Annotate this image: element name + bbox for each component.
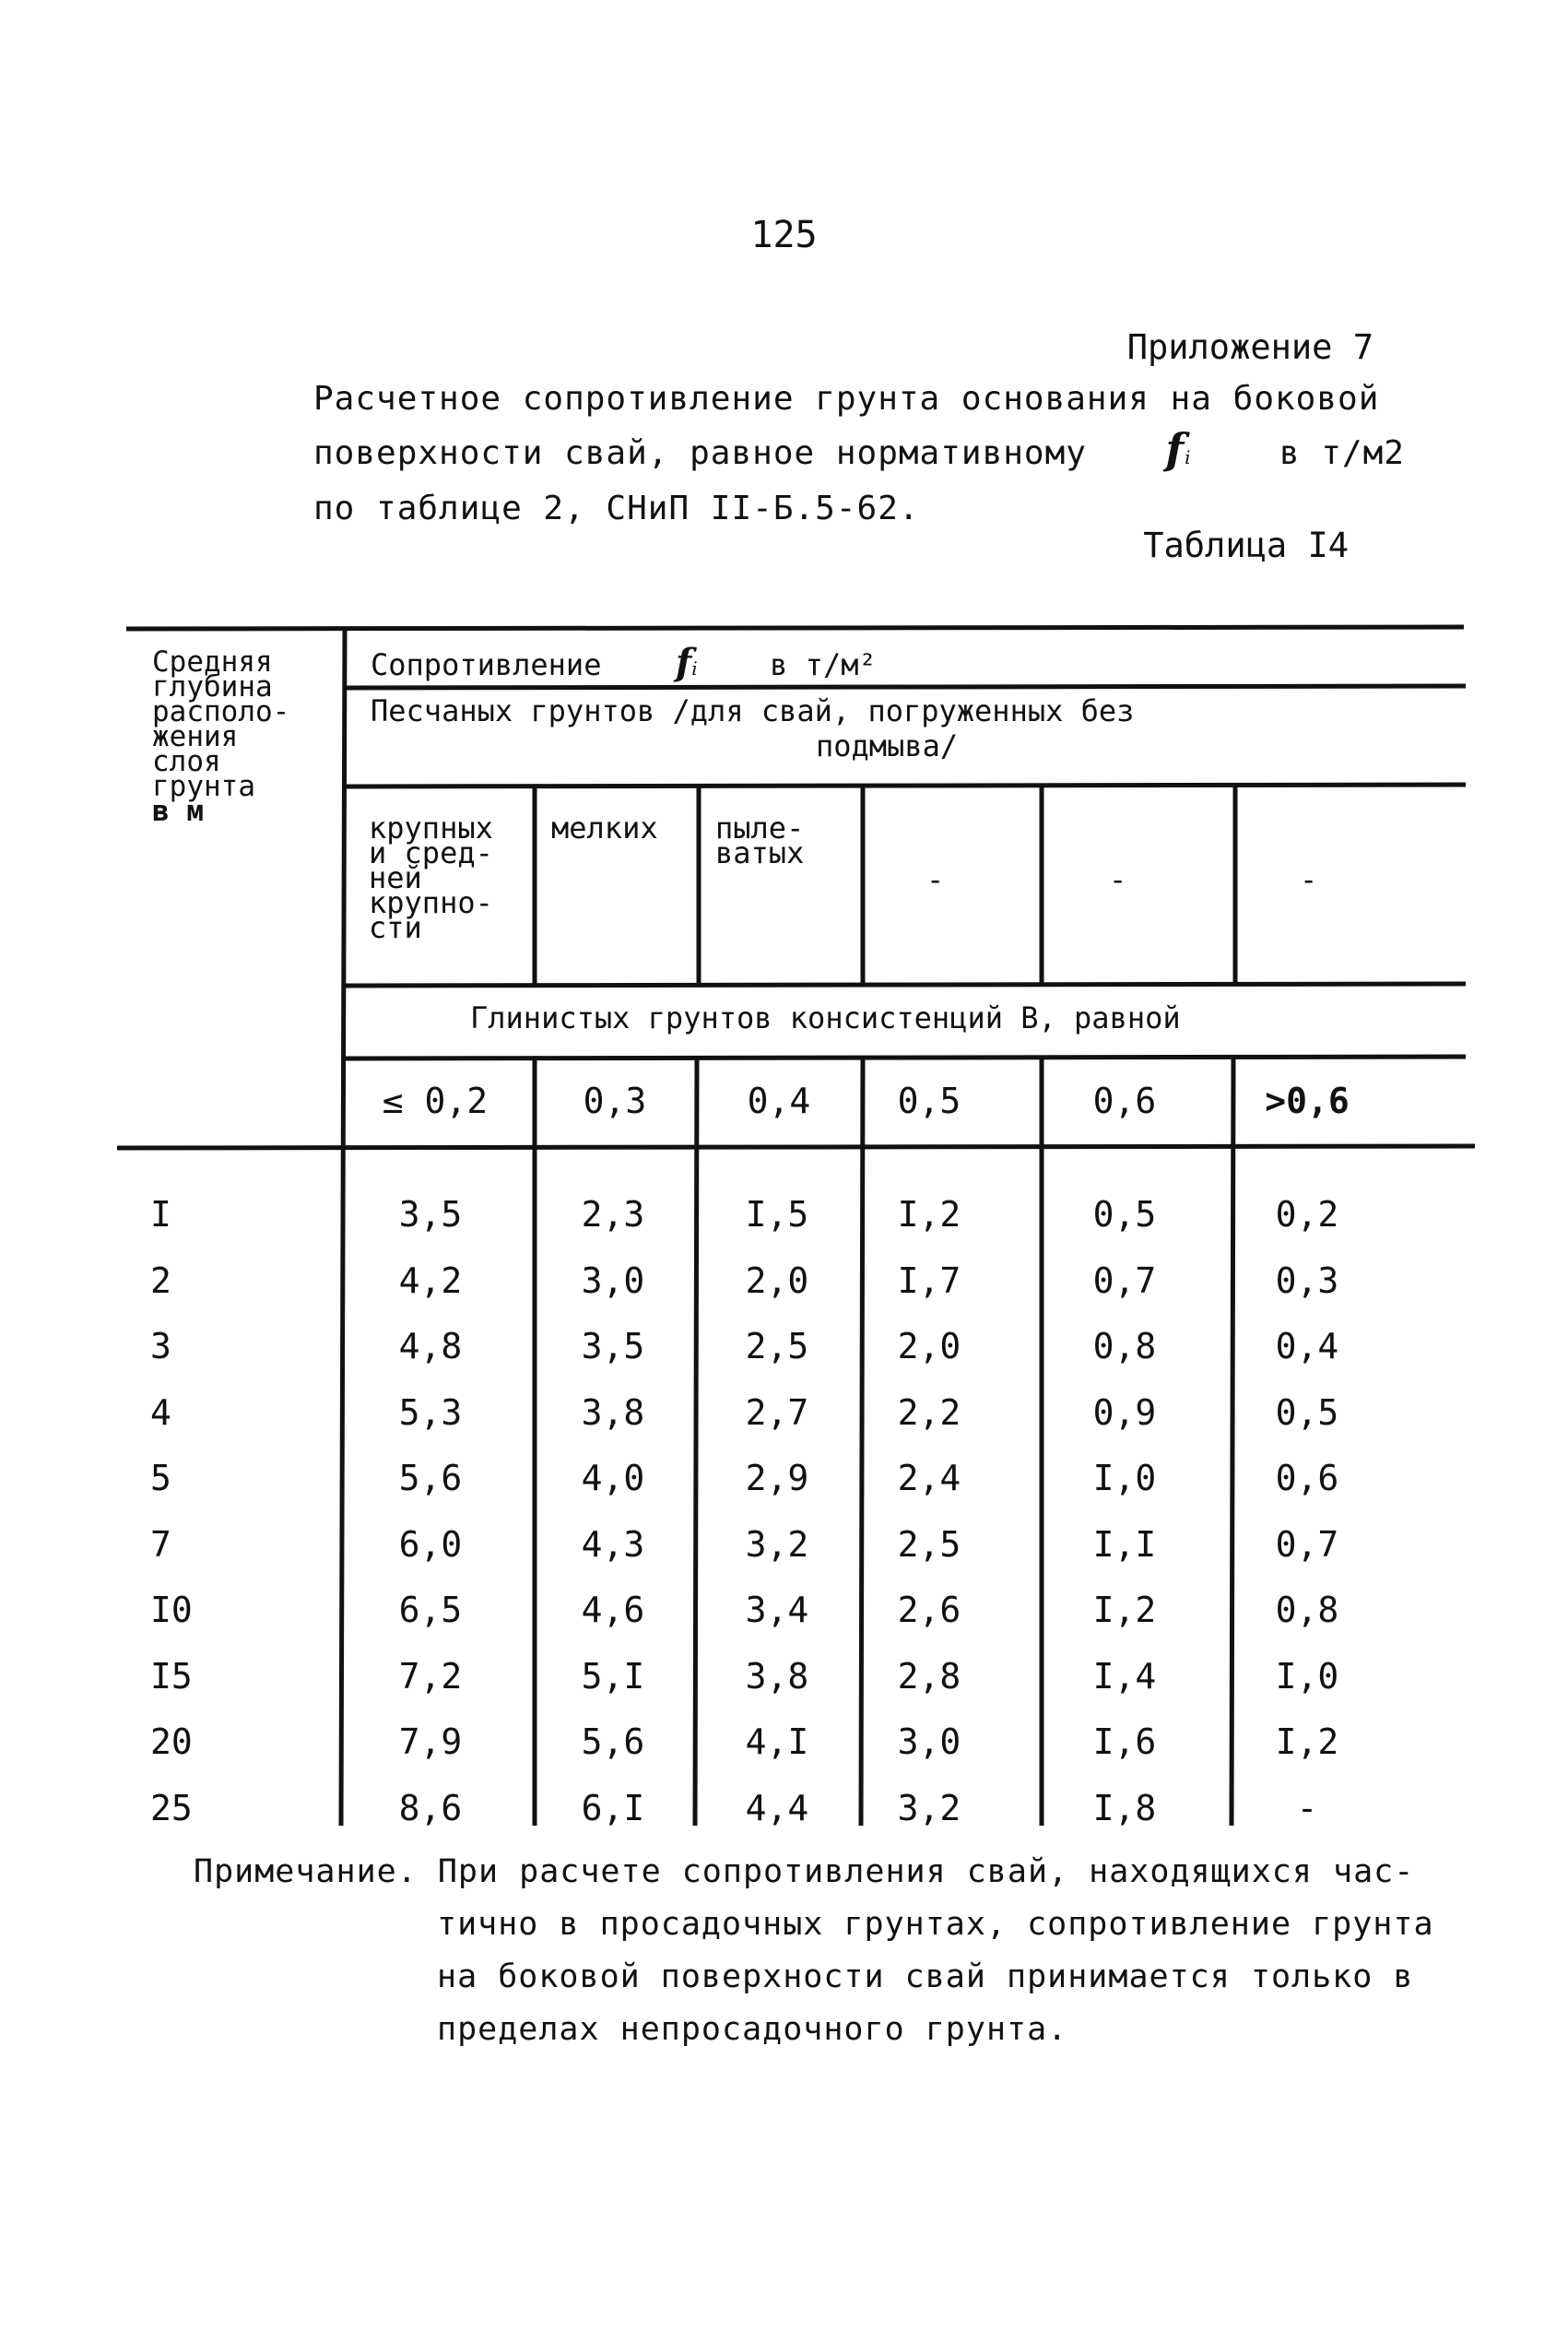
sand-type-line: ватых bbox=[715, 835, 805, 870]
depth-header-line: слоя bbox=[152, 745, 221, 778]
sand-type-fine bbox=[551, 810, 658, 846]
resistance-value-cell: 4,8 bbox=[398, 1326, 463, 1366]
resistance-value-cell: 2,9 bbox=[745, 1458, 809, 1498]
resistance-header-pre: Сопротивление bbox=[371, 647, 602, 682]
resistance-value-cell: 0,8 bbox=[1275, 1590, 1339, 1630]
sand-type-silty bbox=[715, 810, 805, 870]
table-label: Таблица I4 bbox=[1143, 526, 1349, 565]
resistance-value-cell: I,2 bbox=[897, 1194, 961, 1235]
resistance-value-cell: 5,I bbox=[581, 1656, 645, 1697]
sand-type-line: мелких bbox=[551, 810, 658, 846]
resistance-value-cell: 2,6 bbox=[897, 1590, 961, 1630]
depth-cell: 4 bbox=[150, 1392, 171, 1433]
consistency-cell: >0,6 bbox=[1265, 1081, 1350, 1121]
resistance-value-cell: 6,5 bbox=[398, 1590, 463, 1630]
appendix-label: Приложение 7 bbox=[1126, 327, 1373, 367]
depth-cell: I bbox=[150, 1194, 171, 1235]
resistance-value-cell: 3,0 bbox=[581, 1260, 645, 1301]
note-line-2: тично в просадочных грунтах, сопротивление грунта bbox=[437, 1906, 1434, 1943]
sand-type-line: пыле- bbox=[715, 810, 805, 846]
consistency-cell: 0,3 bbox=[583, 1081, 647, 1121]
depth-cell: 5 bbox=[150, 1458, 171, 1498]
resistance-value-cell: 0,7 bbox=[1275, 1524, 1339, 1565]
resistance-value-cell: I,7 bbox=[897, 1260, 961, 1301]
sand-type-line: сти bbox=[369, 910, 422, 945]
depth-header-line: жения bbox=[152, 720, 239, 753]
resistance-value-cell: 7,2 bbox=[398, 1656, 463, 1697]
note-line-1: Примечание. При расчете сопротивления свай, находящихся час- bbox=[194, 1853, 1415, 1890]
resistance-value-cell: I,I bbox=[1092, 1524, 1157, 1565]
depth-column-header bbox=[152, 645, 290, 828]
resistance-value-cell: I,2 bbox=[1275, 1721, 1339, 1762]
depth-cell: I0 bbox=[150, 1590, 193, 1630]
f-subscript: i bbox=[691, 657, 698, 680]
resistance-value-cell: I,8 bbox=[1092, 1788, 1157, 1828]
depth-header-line: располо- bbox=[152, 695, 290, 728]
depth-cell: 2 bbox=[150, 1260, 171, 1301]
resistance-value-cell: I,4 bbox=[1092, 1656, 1157, 1697]
resistance-value-cell: I,6 bbox=[1092, 1721, 1157, 1762]
resistance-value-cell: 0,3 bbox=[1275, 1260, 1339, 1301]
consistency-cell: 0,4 bbox=[747, 1081, 811, 1121]
resistance-value-cell: 2,2 bbox=[897, 1392, 961, 1433]
depth-header-line: грунта bbox=[152, 770, 255, 803]
resistance-value-cell: 0,2 bbox=[1275, 1194, 1339, 1235]
sand-type-line: и сред- bbox=[369, 835, 493, 870]
title-line-2-post: в т/м2 bbox=[1279, 434, 1405, 472]
sand-type-dash: - bbox=[1109, 862, 1127, 897]
resistance-value-cell: 4,0 bbox=[581, 1458, 645, 1498]
note-line-3: на боковой поверхности свай принимается только в bbox=[437, 1958, 1414, 1995]
resistance-value-cell: 6,I bbox=[581, 1788, 645, 1828]
consistency-cell: 0,5 bbox=[897, 1081, 961, 1121]
resistance-value-cell: 0,8 bbox=[1092, 1326, 1157, 1366]
resistance-value-cell: 4,6 bbox=[581, 1590, 645, 1630]
resistance-value-cell: 5,3 bbox=[398, 1392, 463, 1433]
sand-type-dash: - bbox=[926, 862, 945, 897]
resistance-value-cell: 7,9 bbox=[398, 1721, 463, 1762]
resistance-value-cell: 3,8 bbox=[745, 1656, 809, 1697]
resistance-value-cell: 0,9 bbox=[1092, 1392, 1157, 1433]
page-number: 125 bbox=[750, 214, 818, 256]
consistency-cell: 0,6 bbox=[1092, 1081, 1157, 1121]
resistance-value-cell: 2,0 bbox=[897, 1326, 961, 1366]
depth-cell: 3 bbox=[150, 1326, 171, 1366]
f-symbol: f bbox=[1165, 424, 1185, 474]
sand-type-line: крупно- bbox=[369, 885, 493, 920]
resistance-value-cell: 2,4 bbox=[897, 1458, 961, 1498]
title-line-1: Расчетное сопротивление грунта основания на боковой bbox=[313, 380, 1380, 418]
resistance-value-cell: 4,2 bbox=[398, 1260, 463, 1301]
depth-cell: 20 bbox=[150, 1721, 193, 1762]
depth-header-line: в м bbox=[152, 795, 204, 828]
resistance-header-post: в т/м² bbox=[770, 647, 877, 682]
resistance-value-cell: 0,4 bbox=[1275, 1326, 1339, 1366]
resistance-value-cell: 3,2 bbox=[897, 1788, 961, 1828]
resistance-value-cell: 0,5 bbox=[1092, 1194, 1157, 1235]
f-symbol: f bbox=[675, 641, 692, 684]
title-line-2-pre: поверхности свай, равное нормативному bbox=[313, 434, 1087, 472]
sand-type-dash: - bbox=[1300, 862, 1318, 897]
depth-cell: 25 bbox=[150, 1788, 193, 1828]
resistance-value-cell: 3,5 bbox=[581, 1326, 645, 1366]
sandy-soils-header-line-1: Песчаных грунтов /для свай, погруженных без bbox=[371, 693, 1135, 728]
sandy-soils-header-line-2: подмыва/ bbox=[816, 728, 959, 763]
note-line-4: пределах непросадочного грунта. bbox=[437, 2011, 1068, 2048]
resistance-value-cell: I,2 bbox=[1092, 1590, 1157, 1630]
depth-header-line: глубина bbox=[152, 670, 273, 704]
clay-soils-header: Глинистых грунтов консистенций В, равной bbox=[470, 1000, 1181, 1035]
consistency-cell: ≤ 0,2 bbox=[382, 1081, 489, 1121]
resistance-value-cell: 3,4 bbox=[745, 1590, 809, 1630]
depth-cell: 7 bbox=[150, 1524, 171, 1565]
resistance-value-cell: 2,8 bbox=[897, 1656, 961, 1697]
sand-type-coarse bbox=[369, 810, 493, 945]
resistance-value-cell: I,5 bbox=[745, 1194, 809, 1235]
resistance-value-cell: 6,0 bbox=[398, 1524, 463, 1565]
resistance-value-cell: 2,5 bbox=[897, 1524, 961, 1565]
sand-type-line: ней bbox=[369, 860, 422, 895]
resistance-value-cell: 0,5 bbox=[1275, 1392, 1339, 1433]
resistance-header bbox=[371, 641, 877, 684]
resistance-value-cell: 3,0 bbox=[897, 1721, 961, 1762]
resistance-value-cell: 5,6 bbox=[398, 1458, 463, 1498]
resistance-value-cell: 2,7 bbox=[745, 1392, 809, 1433]
resistance-value-cell: 8,6 bbox=[398, 1788, 463, 1828]
resistance-value-cell: 4,3 bbox=[581, 1524, 645, 1565]
sand-type-line: крупных bbox=[369, 810, 493, 846]
resistance-value-cell: 3,2 bbox=[745, 1524, 809, 1565]
resistance-value-cell: I,0 bbox=[1092, 1458, 1157, 1498]
resistance-value-cell: 4,4 bbox=[745, 1788, 809, 1828]
resistance-value-cell: 3,8 bbox=[581, 1392, 645, 1433]
resistance-value-cell: - bbox=[1296, 1788, 1318, 1828]
resistance-value-cell: I,0 bbox=[1275, 1656, 1339, 1697]
resistance-value-cell: 2,0 bbox=[745, 1260, 809, 1301]
resistance-value-cell: 0,7 bbox=[1092, 1260, 1157, 1301]
title-line-3: по таблице 2, СНиП II-Б.5-62. bbox=[313, 490, 920, 527]
depth-cell: I5 bbox=[150, 1656, 193, 1697]
depth-header-line: Средняя bbox=[152, 645, 273, 679]
resistance-value-cell: 3,5 bbox=[398, 1194, 463, 1235]
resistance-value-cell: 5,6 bbox=[581, 1721, 645, 1762]
resistance-value-cell: 2,3 bbox=[581, 1194, 645, 1235]
f-subscript: i bbox=[1185, 446, 1192, 468]
resistance-value-cell: 0,6 bbox=[1275, 1458, 1339, 1498]
resistance-value-cell: 2,5 bbox=[745, 1326, 809, 1366]
resistance-value-cell: 4,I bbox=[745, 1721, 809, 1762]
